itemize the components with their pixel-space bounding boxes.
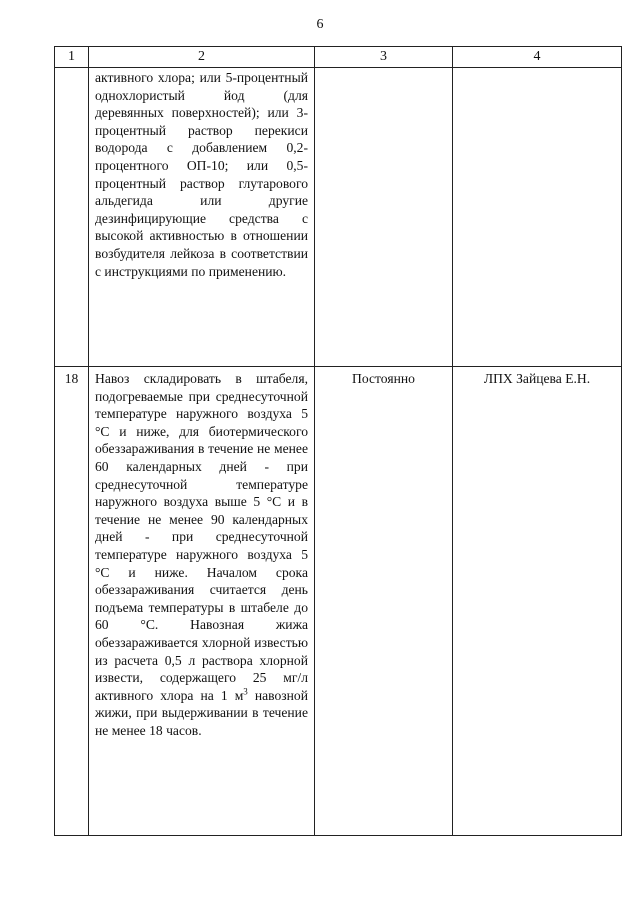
period-cell-empty — [315, 68, 453, 367]
header-col-4: 4 — [453, 47, 622, 68]
table-row-continuation — [55, 68, 622, 367]
responsible-cell: ЛПХ Зайцева Е.Н. — [453, 367, 622, 836]
period-cell: Постоянно — [315, 367, 453, 836]
measures-table — [54, 46, 622, 836]
header-col-3: 3 — [315, 47, 453, 68]
unit-superscript: 3 — [243, 686, 248, 697]
row-number-cell-empty — [55, 68, 89, 367]
header-col-1: 1 — [55, 47, 89, 68]
responsible-cell-empty — [453, 68, 622, 367]
measure-text-continuation: активного хлора; или 5-процентный однохлористый йод (для деревянных поверхностей); или 3-процентный раствор перекиси водорода с добавлением 0,2-процентного ОП-10; или 0,5-процентный раствор глутарового альдегида или другие дезинфицирующие средства с высокой активностью в отношении возбудителя лейкоза в соответствии с инструкциями по применению. — [89, 68, 315, 367]
measure-text — [89, 367, 315, 836]
measure-text-main: Навоз складировать в штабеля, подогреваемые при среднесуточной температуре наружного воздуха 5 °С и ниже, для биотермического обеззараживания в течение не менее 60 календарных дней - при среднесуточной температуре наружного воздуха выше 5 °С и в течение не менее 90 календарных дней - при среднесуточной температуре наружного воздуха 5 °С и ниже. Началом срока обеззараживания считается день подъема температуры в штабеле до 60 °С. Навозная жижа обеззараживается хлорной известью из расчета 0,5 л раствора хлорной извести, содержащего 25 мг/л активного хлора на 1 м — [95, 371, 308, 703]
table-row-18 — [55, 367, 622, 836]
measure-text-end: навозной жижи, при выдерживании в течение не менее 18 часов. — [95, 687, 308, 738]
page-number: 6 — [316, 17, 324, 32]
table-header-row — [55, 47, 622, 68]
row-number: 18 — [55, 367, 89, 836]
header-col-2: 2 — [89, 47, 315, 68]
